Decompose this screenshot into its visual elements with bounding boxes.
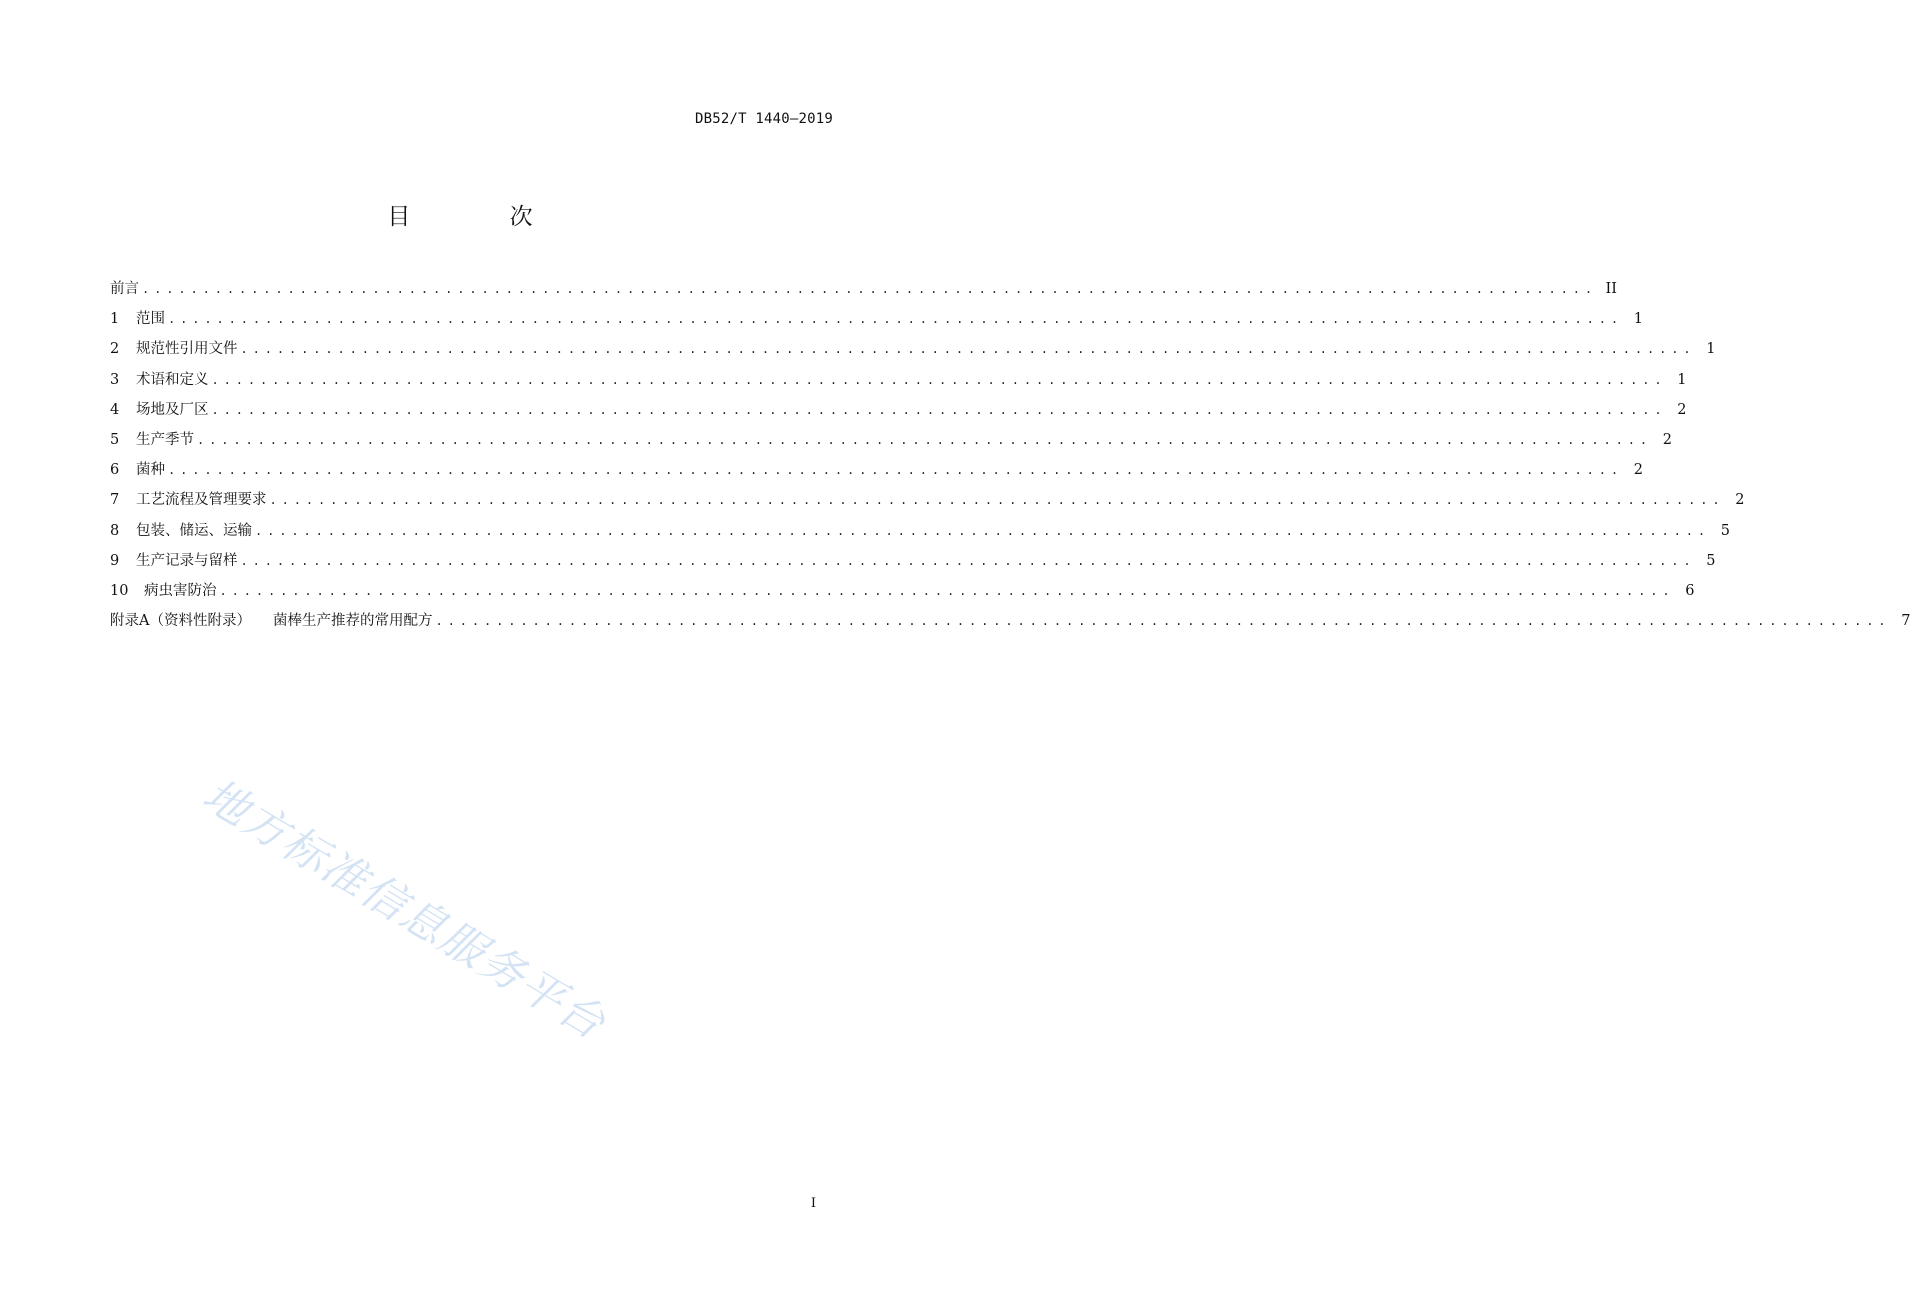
toc-title-text: 菌棒生产推荐的常用配方	[272, 613, 433, 630]
toc-leader-dots: ........................................................................................................................	[168, 463, 1623, 478]
toc-page-number: 2	[1633, 462, 1643, 479]
toc-row-6[interactable]	[110, 459, 1643, 489]
toc-page-number: 5	[1720, 522, 1730, 539]
toc-page-number: II	[1605, 281, 1617, 297]
toc-label	[110, 308, 168, 330]
toc-label	[110, 399, 212, 421]
toc-page-number: 1	[1677, 371, 1687, 388]
toc-row-5[interactable]	[110, 429, 1672, 459]
toc-section-number: 2	[110, 341, 120, 358]
toc-title-text: 范围	[136, 311, 165, 328]
toc-title-text: 工艺流程及管理要求	[136, 492, 267, 509]
toc-leader-dots: ........................................................................................................................	[197, 432, 1652, 447]
standard-code: DB52/T 1440—2019	[694, 111, 833, 127]
toc-label	[110, 580, 220, 602]
toc-section-number: 1	[110, 311, 120, 328]
toc-page-number: 7	[1901, 613, 1910, 630]
toc-leader-dots: ........................................................................................................................	[269, 493, 1725, 508]
toc-section-number: 8	[110, 522, 120, 539]
toc-title-text: 生产记录与留样	[136, 552, 238, 569]
toc-page-number: 1	[1633, 311, 1643, 328]
toc-label	[110, 610, 435, 632]
toc-row-3[interactable]	[110, 369, 1687, 399]
toc-label	[110, 550, 241, 572]
toc-leader-dots: ........................................................................................................................	[219, 583, 1675, 598]
toc-section-number: 10	[110, 582, 129, 599]
toc-section-number: 9	[110, 552, 120, 569]
toc-label	[110, 278, 142, 300]
toc-label	[110, 369, 212, 391]
toc-row-appendix-a[interactable]	[110, 610, 1910, 640]
toc-section-number: 7	[110, 492, 120, 509]
toc-page-number: 6	[1685, 582, 1695, 599]
page-title: 目 次	[387, 204, 579, 230]
toc-row-10[interactable]	[110, 580, 1695, 610]
toc-label	[110, 338, 241, 360]
toc-label	[110, 429, 197, 451]
toc-page-number: 2	[1735, 492, 1745, 509]
toc-row-1[interactable]	[110, 308, 1643, 338]
watermark: 地方标准信息服务平台	[194, 769, 615, 1051]
toc-title-text: 术语和定义	[136, 371, 209, 388]
toc-appendix-label: 附录A（资料性附录）	[110, 613, 251, 630]
toc-leader-dots: ........................................................................................................................	[142, 282, 1597, 296]
toc-leader-dots: ........................................................................................................................	[211, 372, 1667, 387]
table-of-contents	[110, 278, 1910, 640]
toc-title-text: 前言	[110, 281, 139, 297]
toc-section-number: 5	[110, 431, 120, 448]
toc-label	[110, 520, 255, 542]
toc-title-text: 包装、储运、运输	[136, 522, 252, 539]
toc-leader-dots: ........................................................................................................................	[240, 553, 1696, 568]
toc-label	[110, 459, 168, 481]
toc-title-text: 菌种	[136, 462, 165, 479]
toc-section-number: 4	[110, 401, 120, 418]
toc-row-8[interactable]	[110, 520, 1730, 550]
toc-title-text: 生产季节	[136, 431, 194, 448]
toc-row-2[interactable]	[110, 338, 1716, 368]
toc-row-foreword[interactable]	[110, 278, 1617, 308]
toc-leader-dots: ........................................................................................................................	[211, 402, 1667, 417]
footer-page-number: I	[810, 1196, 816, 1211]
toc-row-9[interactable]	[110, 550, 1716, 580]
toc-page-number: 2	[1662, 431, 1672, 448]
toc-leader-dots: ........................................................................................................................	[435, 614, 1891, 629]
toc-page-number: 2	[1677, 401, 1687, 418]
toc-leader-dots: ........................................................................................................................	[240, 342, 1696, 357]
toc-row-4[interactable]	[110, 399, 1687, 429]
toc-leader-dots: ........................................................................................................................	[255, 523, 1710, 538]
toc-row-7[interactable]	[110, 489, 1745, 519]
toc-title-text: 规范性引用文件	[136, 341, 238, 358]
toc-page-number: 1	[1706, 341, 1716, 358]
toc-label	[110, 489, 270, 511]
toc-section-number: 3	[110, 371, 120, 388]
toc-leader-dots: ........................................................................................................................	[168, 312, 1623, 327]
toc-title-text: 场地及厂区	[136, 401, 209, 418]
toc-page-number: 5	[1706, 552, 1716, 569]
toc-section-number: 6	[110, 462, 120, 479]
toc-title-text: 病虫害防治	[144, 582, 217, 599]
